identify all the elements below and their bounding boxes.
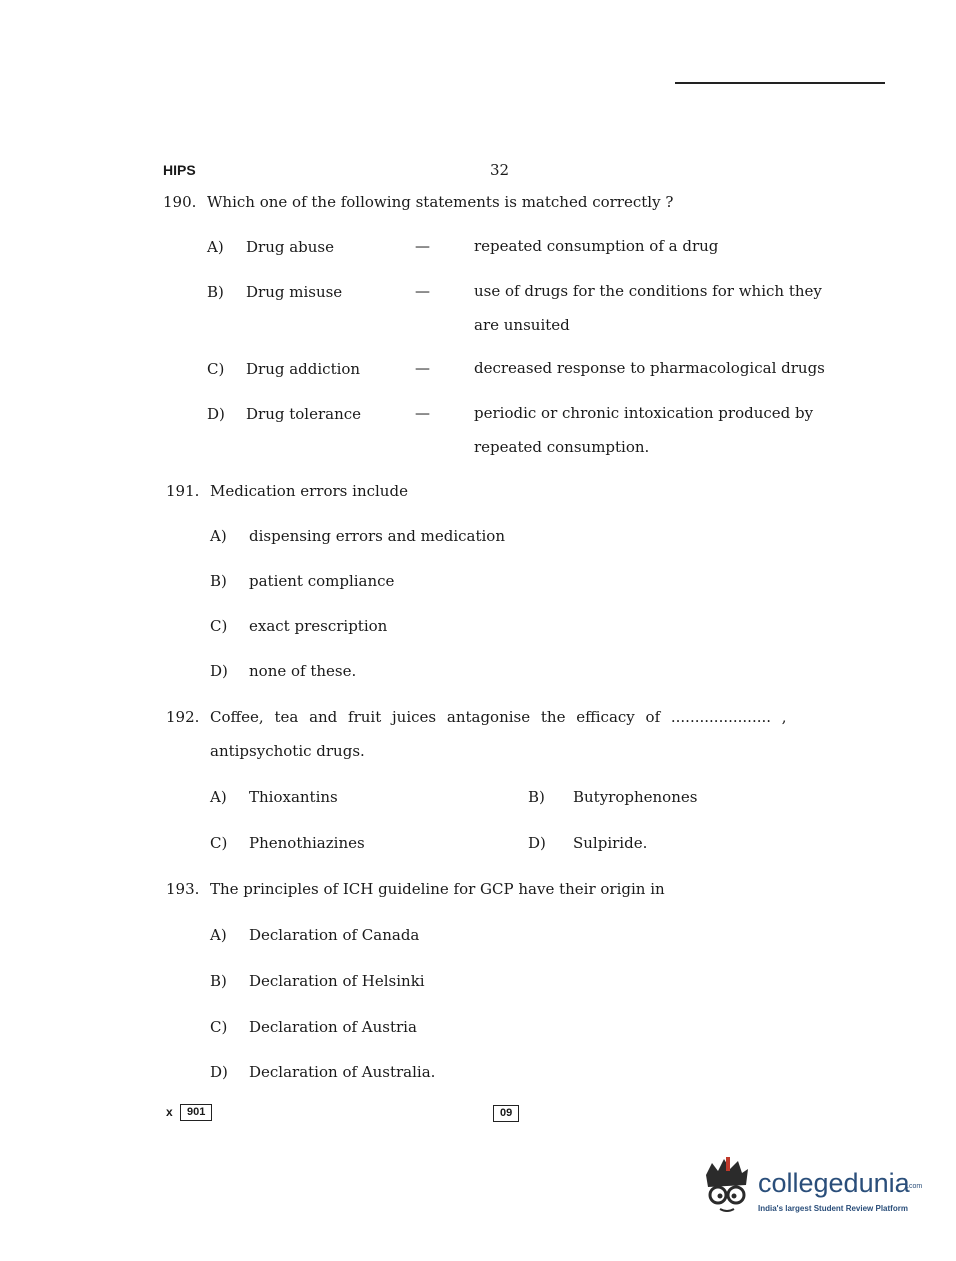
mascot-logo-icon bbox=[698, 1155, 756, 1217]
option-label: A) bbox=[207, 238, 224, 256]
option-definition-cont: are unsuited bbox=[474, 316, 570, 334]
option-label: B) bbox=[210, 572, 227, 590]
option-definition: repeated consumption of a drug bbox=[474, 237, 719, 255]
option-text: Declaration of Canada bbox=[249, 926, 420, 944]
question-number: 190. bbox=[163, 193, 197, 211]
option-text: Declaration of Helsinki bbox=[249, 972, 425, 990]
option-definition: use of drugs for the conditions for which they bbox=[474, 282, 822, 300]
top-rule bbox=[675, 82, 885, 84]
brand-name: collegedunia bbox=[758, 1168, 910, 1198]
option-label: A) bbox=[210, 788, 227, 806]
option-text: Thioxantins bbox=[249, 788, 338, 806]
option-label: D) bbox=[210, 1063, 228, 1081]
question-number: 193. bbox=[166, 880, 200, 898]
option-text: Declaration of Austria bbox=[249, 1018, 417, 1036]
sheet-number-box: 09 bbox=[493, 1105, 519, 1122]
option-definition-cont: repeated consumption. bbox=[474, 438, 650, 456]
option-label: C) bbox=[210, 617, 228, 635]
option-dash: — bbox=[415, 237, 430, 255]
option-definition: periodic or chronic intoxication produced by bbox=[474, 404, 814, 422]
question-text: Medication errors include bbox=[210, 482, 408, 500]
option-term: Drug tolerance bbox=[246, 405, 362, 423]
brand-suffix: .com bbox=[907, 1183, 923, 1190]
option-definition: decreased response to pharmacological drugs bbox=[474, 359, 825, 377]
question-number: 191. bbox=[166, 482, 200, 500]
option-label: C) bbox=[210, 834, 228, 852]
page-number: 32 bbox=[490, 161, 510, 179]
series-prefix: x bbox=[166, 1105, 173, 1119]
option-term: Drug abuse bbox=[246, 238, 335, 256]
option-dash: — bbox=[415, 359, 430, 377]
series-code-box: 901 bbox=[180, 1104, 212, 1121]
option-text: none of these. bbox=[249, 662, 357, 680]
option-text: Phenothiazines bbox=[249, 834, 365, 852]
question-number: 192. bbox=[166, 708, 200, 726]
option-label: B) bbox=[207, 283, 224, 301]
brand-tagline: India's largest Student Review Platform bbox=[758, 1204, 908, 1213]
option-dash: — bbox=[415, 404, 430, 422]
option-label: D) bbox=[207, 405, 225, 423]
paper-code: HIPS bbox=[163, 162, 196, 178]
question-text: Which one of the following statements is matched correctly ? bbox=[207, 193, 674, 211]
option-term: Drug addiction bbox=[246, 360, 361, 378]
question-text-cont: antipsychotic drugs. bbox=[210, 742, 365, 760]
option-label: B) bbox=[210, 972, 227, 990]
question-text: Coffee, tea and fruit juices antagonise the efficacy of ..................... , bbox=[210, 708, 787, 726]
option-text: Butyrophenones bbox=[573, 788, 698, 806]
option-label: C) bbox=[207, 360, 225, 378]
option-text: patient compliance bbox=[249, 572, 395, 590]
question-text: The principles of ICH guideline for GCP have their origin in bbox=[210, 880, 665, 898]
option-dash: — bbox=[415, 282, 430, 300]
option-text: dispensing errors and medication bbox=[249, 527, 505, 545]
option-label: D) bbox=[528, 834, 546, 852]
option-text: exact prescription bbox=[249, 617, 388, 635]
option-label: C) bbox=[210, 1018, 228, 1036]
option-label: A) bbox=[210, 527, 227, 545]
option-label: B) bbox=[528, 788, 545, 806]
option-label: D) bbox=[210, 662, 228, 680]
option-text: Declaration of Australia. bbox=[249, 1063, 436, 1081]
option-label: A) bbox=[210, 926, 227, 944]
option-text: Sulpiride. bbox=[573, 834, 648, 852]
option-term: Drug misuse bbox=[246, 283, 343, 301]
